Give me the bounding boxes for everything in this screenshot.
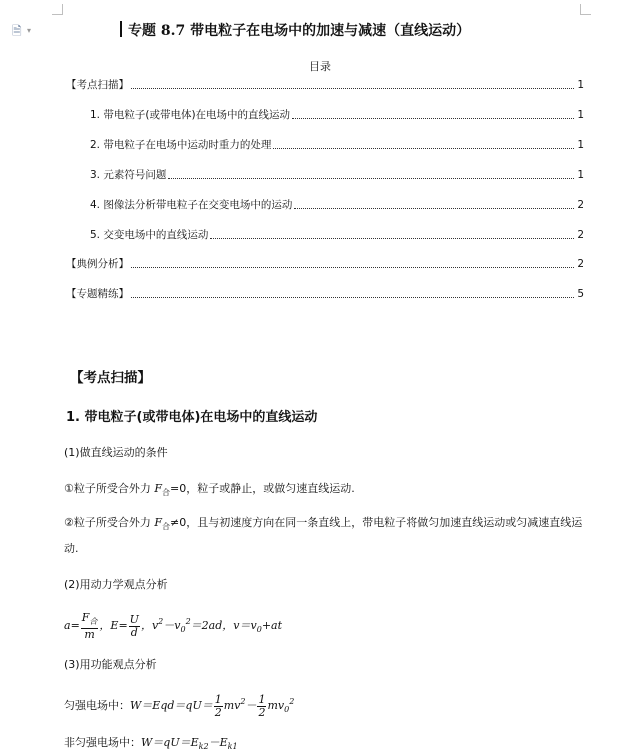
page-corner-mark bbox=[580, 4, 591, 15]
section-heading: 【考点扫描】 bbox=[70, 370, 151, 386]
text-cursor bbox=[120, 21, 122, 37]
toc-heading: 目录 bbox=[309, 60, 331, 73]
toc-entry[interactable]: 【考点扫描】 1 bbox=[66, 79, 584, 91]
equation: a= $\frac{F_合}{m}$ ，E= $\frac{U}{d}$ ，$v^2-v_0^2=2ad$，$v=v_0+at$ bbox=[64, 610, 283, 641]
paragraph: (2)用动力学观点分析 bbox=[64, 578, 168, 591]
paragraph: 动. bbox=[64, 542, 79, 555]
toc-entry[interactable]: 1. 带电粒子(或带电体)在电场中的直线运动 1 bbox=[90, 109, 584, 121]
toc-entry[interactable]: 3. 元素符号问题 1 bbox=[90, 169, 584, 181]
toc-entry[interactable]: 4. 图像法分析带电粒子在交变电场中的运动 2 bbox=[90, 199, 584, 211]
equation: 匀强电场中：W＝Eqd＝qU＝ $\frac{1}{2}$ $mv^2-$ $\frac{1}{2}$ $mv_0^2$ bbox=[64, 692, 295, 719]
equation: 非匀强电场中：$W=qU=E_{k2}-E_{k1}$ bbox=[64, 736, 238, 751]
toc-entry[interactable]: 2. 带电粒子在电场中运动时重力的处理 1 bbox=[90, 139, 584, 151]
document-title: 专题 8.7 带电粒子在电场中的加速与减速（直线运动） bbox=[120, 20, 530, 40]
subsection-heading: 1. 带电粒子(或带电体)在电场中的直线运动 bbox=[66, 410, 318, 425]
toc-entry[interactable]: 5. 交变电场中的直线运动 2 bbox=[90, 229, 584, 241]
paragraph: (1)做直线运动的条件 bbox=[64, 446, 168, 459]
toc-entry[interactable]: 【专题精练】 5 bbox=[66, 288, 584, 300]
paragraph: ②粒子所受合外力 $F_合\ne 0$，且与初速度方向在同一条直线上，带电粒子将做匀加速直线运动或匀减速直线运 bbox=[64, 516, 583, 531]
paragraph: (3)用功能观点分析 bbox=[64, 658, 157, 671]
paragraph: ①粒子所受合外力 $F_合=0$，粒子或静止，或做匀速直线运动. bbox=[64, 482, 355, 497]
chevron-down-icon[interactable]: ▾ bbox=[27, 26, 32, 35]
toc-entry[interactable]: 【典例分析】 2 bbox=[66, 258, 584, 270]
page-corner-mark bbox=[52, 4, 63, 15]
document-icon[interactable]: 🗎 bbox=[12, 24, 22, 38]
